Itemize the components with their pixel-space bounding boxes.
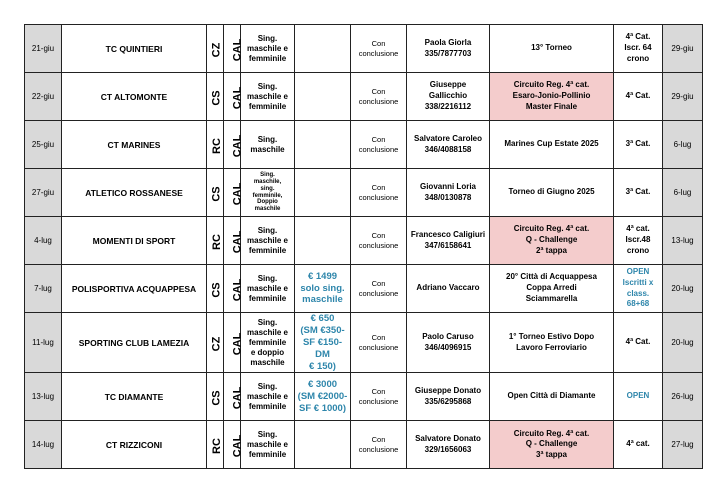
- category-line: Sing.: [257, 381, 278, 391]
- contact-line: 348/0130878: [424, 192, 472, 202]
- region-label: CAL: [231, 434, 244, 458]
- club-name: CT RIZZICONI: [62, 421, 207, 469]
- category-line: femminile: [248, 401, 287, 411]
- level-line: 4ª cat.: [626, 224, 650, 234]
- prize-money: [295, 73, 351, 121]
- start-date: 25-giu: [25, 121, 62, 169]
- category-line: maschile,: [253, 178, 282, 185]
- category-line: femminile: [248, 337, 287, 347]
- end-date: 27-lug: [663, 421, 703, 469]
- prize-line: € 650: [310, 313, 335, 324]
- club-name: CT MARINES: [62, 121, 207, 169]
- province-code: [207, 313, 224, 373]
- club-name: SPORTING CLUB LAMEZIA: [62, 313, 207, 373]
- calendar-rows: [25, 25, 703, 469]
- tournament-level: [614, 313, 663, 373]
- category-line: maschile e: [247, 235, 288, 245]
- level-line: 3ª Cat.: [625, 187, 651, 197]
- event-line: Circuito Reg. 4ª cat.: [513, 428, 590, 438]
- prize-line: maschile: [302, 294, 343, 306]
- event-line: 13° Torneo: [531, 43, 572, 53]
- level-line: 4ª Cat.: [625, 91, 651, 101]
- category-line: Sing.: [257, 33, 278, 43]
- province-code: [207, 217, 224, 265]
- contact-line: Paolo Caruso: [422, 331, 474, 341]
- event-line: 20° Città di Acquappesa: [506, 272, 597, 282]
- region-code: [224, 217, 244, 265]
- end-date: 29-giu: [663, 25, 703, 73]
- contact: [407, 421, 490, 469]
- level-line: Iscr. 64: [624, 43, 652, 53]
- tournament-level: [614, 421, 663, 469]
- event-line: Open Città di Diamante: [507, 391, 596, 401]
- prize-money: [295, 313, 351, 373]
- tournament-level: [614, 265, 663, 313]
- province-label: CS: [210, 390, 223, 406]
- contact-line: Salvatore Caroleo: [413, 133, 483, 143]
- completion-mode: [351, 121, 407, 169]
- event-line: Torneo di Giugno 2025: [508, 187, 595, 197]
- event-line: Master Finale: [525, 101, 578, 111]
- prize-money: [295, 217, 351, 265]
- club-name: CT ALTOMONTE: [62, 73, 207, 121]
- region-code: [224, 265, 244, 313]
- level-line: 3ª Cat.: [625, 139, 651, 149]
- mode-line: Con: [371, 278, 386, 288]
- completion-mode: [351, 313, 407, 373]
- table-row: [25, 169, 703, 217]
- table-row: [25, 121, 703, 169]
- contact-line: 346/4088158: [424, 144, 472, 154]
- level-line: Iscr.48: [625, 235, 651, 245]
- end-date: 29-giu: [663, 73, 703, 121]
- start-date: 11-lug: [25, 313, 62, 373]
- start-date: 22-giu: [25, 73, 62, 121]
- province-label: CS: [210, 89, 223, 106]
- mode-line: Con: [371, 387, 386, 397]
- mode-line: conclusione: [358, 288, 399, 298]
- region-label: CAL: [231, 278, 244, 301]
- region-code: [224, 373, 244, 421]
- province-code: [207, 265, 224, 313]
- table-row: [25, 217, 703, 265]
- prize-line: (SM €350-: [300, 324, 345, 336]
- mode-line: Con: [371, 182, 386, 192]
- event-name: [490, 25, 614, 73]
- category-line: e doppio: [250, 347, 285, 357]
- event-name: [490, 373, 614, 421]
- completion-mode: [351, 421, 407, 469]
- mode-line: conclusione: [358, 444, 399, 454]
- contact-line: Adriano Vaccaro: [416, 283, 480, 293]
- contact: [407, 121, 490, 169]
- completion-mode: [351, 25, 407, 73]
- level-line: OPEN: [626, 391, 650, 401]
- start-date: 4-lug: [25, 217, 62, 265]
- table-row: [25, 421, 703, 469]
- category-line: Sing.: [257, 273, 278, 283]
- categories: [241, 121, 295, 169]
- level-line: Iscritti x: [622, 277, 654, 287]
- region-label: CAL: [231, 332, 244, 355]
- prize-line: (SM €2000-: [297, 390, 348, 402]
- completion-mode: [351, 373, 407, 421]
- prize-line: € 150): [309, 360, 336, 372]
- prize-money: [295, 421, 351, 469]
- contact-line: Giuseppe: [429, 80, 467, 90]
- level-line: class. 68+68: [626, 288, 650, 309]
- event-line: 2ª tappa: [536, 245, 567, 255]
- event-line: Marines Cup Estate 2025: [504, 139, 599, 149]
- category-line: maschile: [254, 206, 281, 213]
- category-line: maschile e: [247, 439, 288, 449]
- event-line: 1° Torneo Estivo Dopo: [508, 331, 595, 341]
- contact: [407, 373, 490, 421]
- contact: [407, 169, 490, 217]
- start-date: 21-giu: [25, 25, 62, 73]
- category-line: femminile: [248, 293, 287, 303]
- contact-line: 335/7877703: [424, 48, 472, 58]
- category-line: femminile: [248, 101, 287, 111]
- club-name: TC QUINTIERI: [62, 25, 207, 73]
- event-name: [490, 313, 614, 373]
- region-code: [224, 121, 244, 169]
- level-line: crono: [626, 53, 650, 63]
- region-label: CAL: [231, 230, 244, 253]
- end-date: 13-lug: [663, 217, 703, 265]
- level-line: 4ª Cat.: [625, 32, 651, 42]
- category-line: maschile e: [247, 283, 288, 293]
- completion-mode: [351, 73, 407, 121]
- contact-line: 329/1656063: [424, 444, 472, 454]
- prize-line: € 1499: [307, 270, 338, 282]
- tournament-level: [614, 169, 663, 217]
- event-name: [490, 421, 614, 469]
- event-name: [490, 217, 614, 265]
- event-line: Circuito Reg. 4ª cat.: [513, 80, 590, 90]
- completion-mode: [351, 265, 407, 313]
- province-code: [207, 169, 224, 217]
- tournament-level: [614, 217, 663, 265]
- mode-line: Con: [371, 230, 386, 240]
- event-line: Q - Challenge: [525, 235, 578, 245]
- end-date: 6-lug: [663, 121, 703, 169]
- category-line: sing.: [260, 185, 275, 192]
- region-label: CAL: [231, 182, 244, 205]
- region-code: [224, 421, 244, 469]
- mode-line: conclusione: [358, 192, 399, 202]
- category-line: maschile e: [247, 391, 288, 401]
- event-name: [490, 73, 614, 121]
- contact-line: Francesco Caligiuri: [410, 229, 486, 239]
- start-date: 27-giu: [25, 169, 62, 217]
- category-line: femminile: [248, 53, 287, 63]
- region-code: [224, 25, 244, 73]
- category-line: Sing.: [257, 81, 278, 91]
- category-line: maschile: [250, 144, 285, 154]
- club-name: ATLETICO ROSSANESE: [62, 169, 207, 217]
- region-label: CAL: [231, 38, 244, 61]
- level-line: 4ª Cat.: [625, 337, 651, 347]
- end-date: 20-lug: [663, 265, 703, 313]
- prize-money: [295, 25, 351, 73]
- province-label: RC: [210, 437, 223, 454]
- categories: [241, 25, 295, 73]
- region-label: CAL: [231, 134, 244, 157]
- tournament-level: [614, 73, 663, 121]
- province-label: CZ: [210, 42, 223, 57]
- mode-line: conclusione: [358, 342, 399, 352]
- categories: [241, 217, 295, 265]
- event-line: Circuito Reg. 4ª cat.: [513, 224, 590, 234]
- prize-line: € 3000: [307, 379, 338, 391]
- club-name: POLISPORTIVA ACQUAPPESA: [62, 265, 207, 313]
- contact-line: 346/4096915: [424, 342, 472, 352]
- table-row: [25, 25, 703, 73]
- mode-line: Con: [371, 134, 386, 144]
- province-code: [207, 373, 224, 421]
- event-name: [490, 265, 614, 313]
- region-code: [224, 313, 244, 373]
- start-date: 14-lug: [25, 421, 62, 469]
- event-line: Lavoro Ferroviario: [516, 342, 587, 352]
- prize-line: SF € 1000): [299, 402, 346, 414]
- mode-line: conclusione: [358, 396, 399, 406]
- categories: [241, 421, 295, 469]
- start-date: 7-lug: [25, 265, 62, 313]
- categories: [241, 73, 295, 121]
- end-date: 26-lug: [663, 373, 703, 421]
- contact-line: Gallicchio: [428, 91, 468, 101]
- contact-line: Paola Giorla: [424, 37, 472, 47]
- mode-line: Con: [371, 435, 386, 445]
- club-name: MOMENTI DI SPORT: [62, 217, 207, 265]
- contact-line: 347/6158641: [424, 240, 472, 250]
- contact-line: 335/6295868: [424, 396, 472, 406]
- contact: [407, 73, 490, 121]
- province-code: [207, 25, 224, 73]
- category-line: Sing.: [260, 171, 275, 178]
- mode-line: conclusione: [358, 144, 399, 154]
- event-name: [490, 121, 614, 169]
- event-line: Coppa Arredi: [526, 283, 577, 293]
- category-line: Sing.: [257, 134, 278, 144]
- event-line: Q - Challenge: [525, 439, 578, 449]
- category-line: femminile,: [252, 192, 283, 199]
- province-code: [207, 121, 224, 169]
- level-line: OPEN: [626, 266, 650, 276]
- table-row: [25, 373, 703, 421]
- completion-mode: [351, 217, 407, 265]
- region-label: CAL: [231, 386, 244, 410]
- tournament-level: [614, 121, 663, 169]
- mode-line: conclusione: [358, 48, 399, 58]
- contact-line: Giuseppe Donato: [414, 386, 482, 396]
- prize-money: [295, 169, 351, 217]
- contact: [407, 313, 490, 373]
- prize-money: [295, 121, 351, 169]
- prize-line: solo sing.: [300, 282, 345, 294]
- contact-line: 338/2216112: [424, 101, 472, 111]
- tournament-calendar-table: [24, 24, 703, 469]
- categories: [241, 169, 295, 217]
- province-label: CS: [210, 185, 223, 202]
- category-line: Sing.: [257, 429, 278, 439]
- event-name: [490, 169, 614, 217]
- prize-money: [295, 265, 351, 313]
- event-line: Sciammarella: [525, 293, 578, 303]
- category-line: maschile e: [247, 43, 288, 53]
- region-label: CAL: [231, 86, 244, 109]
- end-date: 6-lug: [663, 169, 703, 217]
- event-line: 3ª tappa: [536, 450, 567, 460]
- province-code: [207, 73, 224, 121]
- province-label: RC: [210, 137, 223, 154]
- mode-line: Con: [371, 86, 386, 96]
- mode-line: conclusione: [358, 240, 399, 250]
- category-line: maschile e: [247, 327, 288, 337]
- categories: [241, 313, 295, 373]
- category-line: maschile: [250, 357, 285, 367]
- category-line: Sing.: [257, 317, 278, 327]
- prize-line: SF €150-DM: [302, 336, 343, 360]
- province-label: RC: [210, 233, 223, 250]
- mode-line: Con: [371, 38, 386, 48]
- category-line: femminile: [248, 449, 287, 459]
- table-row: [25, 265, 703, 313]
- province-label: CZ: [210, 336, 223, 352]
- contact: [407, 265, 490, 313]
- contact-line: Salvatore Donato: [415, 434, 481, 444]
- region-code: [224, 73, 244, 121]
- club-name: TC DIAMANTE: [62, 373, 207, 421]
- mode-line: conclusione: [358, 96, 399, 106]
- category-line: Sing.: [257, 225, 278, 235]
- event-line: Esaro-Jonio-Pollinio: [512, 91, 591, 101]
- province-code: [207, 421, 224, 469]
- contact: [407, 217, 490, 265]
- table-row: [25, 73, 703, 121]
- mode-line: Con: [371, 332, 386, 342]
- level-line: crono: [626, 245, 650, 255]
- category-line: femminile: [248, 245, 287, 255]
- prize-money: [295, 373, 351, 421]
- tournament-level: [614, 25, 663, 73]
- category-line: maschile e: [247, 91, 288, 101]
- start-date: 13-lug: [25, 373, 62, 421]
- level-line: 4ª cat.: [626, 439, 650, 449]
- region-code: [224, 169, 244, 217]
- contact-line: Giovanni Loria: [419, 181, 476, 191]
- category-line: Doppio: [257, 199, 278, 206]
- categories: [241, 373, 295, 421]
- table-row: [25, 313, 703, 373]
- completion-mode: [351, 169, 407, 217]
- categories: [241, 265, 295, 313]
- end-date: 20-lug: [663, 313, 703, 373]
- tournament-level: [614, 373, 663, 421]
- contact: [407, 25, 490, 73]
- province-label: CS: [210, 281, 223, 298]
